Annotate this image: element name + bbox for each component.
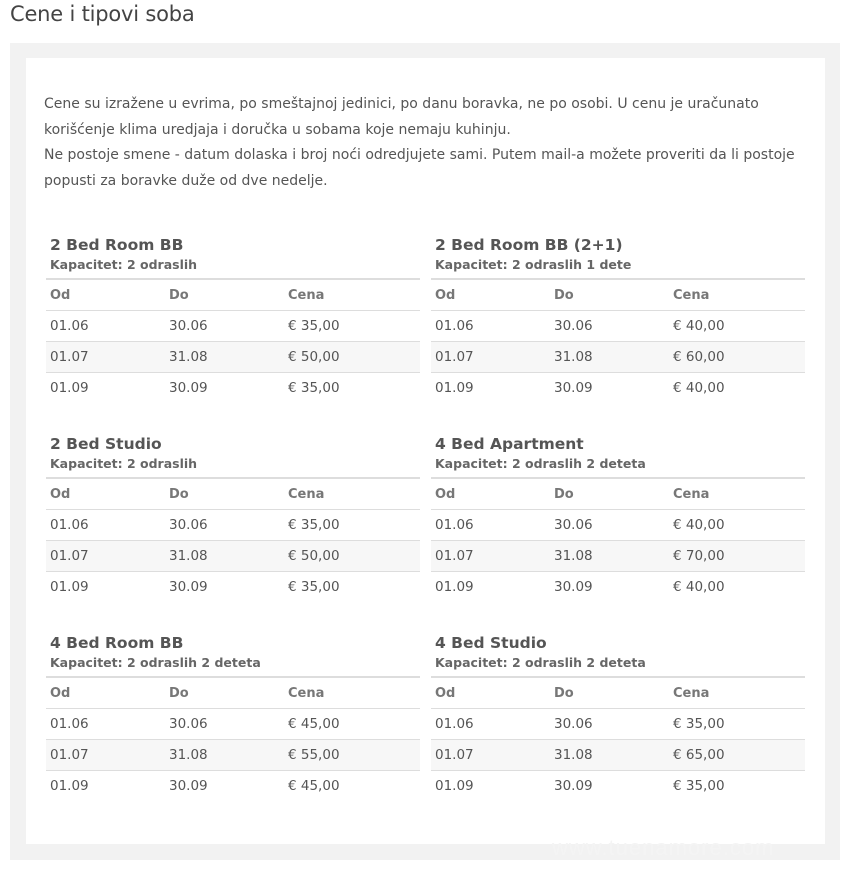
col-header-price: Cena <box>669 279 805 311</box>
col-header-from: Od <box>46 677 165 709</box>
col-header-price: Cena <box>284 677 420 709</box>
table-row <box>431 541 805 572</box>
date-to: 31.08 <box>165 541 284 572</box>
room-name: 2 Bed Room BB (2+1) <box>435 236 623 254</box>
date-to: 30.06 <box>165 709 284 740</box>
room-name: 4 Bed Apartment <box>435 435 584 453</box>
price-table <box>431 676 805 801</box>
col-header-from: Od <box>46 279 165 311</box>
watermark: www.tuenamore.com <box>552 835 775 860</box>
price: € 55,00 <box>284 740 420 771</box>
room-capacity: Kapacitet: 2 odraslih 2 deteta <box>435 655 646 670</box>
date-to: 30.09 <box>169 380 208 396</box>
price: € 35,00 <box>284 510 420 541</box>
price: € 65,00 <box>669 740 805 771</box>
col-header-price: Cena <box>669 478 805 510</box>
date-from: 01.09 <box>435 579 474 595</box>
price: € 35,00 <box>288 380 340 396</box>
date-from: 01.06 <box>46 311 165 342</box>
room-name: 2 Bed Room BB <box>50 236 184 254</box>
date-from: 01.06 <box>46 709 165 740</box>
price: € 60,00 <box>669 342 805 373</box>
table-row <box>46 342 420 373</box>
table-row <box>46 740 420 771</box>
date-to: 30.09 <box>169 778 208 794</box>
table-row <box>431 373 805 404</box>
price: € 45,00 <box>288 778 340 794</box>
date-from: 01.09 <box>50 778 89 794</box>
date-to: 31.08 <box>550 740 669 771</box>
date-to: 30.09 <box>554 778 593 794</box>
price-table-header <box>431 279 805 311</box>
table-row <box>46 572 420 603</box>
table-row <box>431 342 805 373</box>
col-header-to: Do <box>165 677 284 709</box>
date-to: 30.06 <box>550 510 669 541</box>
table-row <box>431 709 805 740</box>
price: € 35,00 <box>669 709 805 740</box>
price: € 50,00 <box>284 541 420 572</box>
room-name: 4 Bed Room BB <box>50 634 184 652</box>
room-capacity: Kapacitet: 2 odraslih <box>50 456 198 471</box>
table-row <box>46 771 420 802</box>
date-to: 30.06 <box>550 311 669 342</box>
price-table-header <box>46 279 420 311</box>
table-row <box>46 709 420 740</box>
date-from: 01.07 <box>46 740 165 771</box>
room-name: 4 Bed Studio <box>435 634 547 652</box>
price-table-header <box>46 677 420 709</box>
col-header-price: Cena <box>284 478 420 510</box>
date-to: 30.06 <box>550 709 669 740</box>
table-row <box>431 740 805 771</box>
intro-paragraph-arrival: Ne postoje smene - datum dolaska i broj noći odredjujete sami. Putem mail-a možete proveriti da li postoje popusti za boravke duže od dve nedelje. <box>44 147 795 189</box>
date-from: 01.06 <box>431 709 550 740</box>
room-capacity: Kapacitet: 2 odraslih <box>50 257 198 272</box>
col-header-from: Od <box>431 677 550 709</box>
date-from: 01.06 <box>431 510 550 541</box>
date-from: 01.06 <box>46 510 165 541</box>
col-header-to: Do <box>550 279 669 311</box>
room-capacity: Kapacitet: 2 odraslih 1 dete <box>435 257 632 272</box>
intro-paragraph-pricing: Cene su izražene u evrima, po smeštajnoj jedinici, po danu boravka, ne po osobi. U cenu je uračunato korišćenje klima uredjaja i doručka u sobama koje nemaju kuhinju. <box>44 96 759 138</box>
room-card-2-bed-room-bb-2-1 <box>431 234 805 403</box>
price: € 70,00 <box>669 541 805 572</box>
room-card-2-bed-room-bb <box>46 234 420 403</box>
table-row <box>431 572 805 603</box>
room-card-4-bed-studio <box>431 632 805 801</box>
price: € 35,00 <box>288 579 340 595</box>
col-header-price: Cena <box>669 677 805 709</box>
price: € 35,00 <box>284 311 420 342</box>
table-row <box>431 311 805 342</box>
col-header-to: Do <box>165 478 284 510</box>
intro-text <box>44 92 804 194</box>
date-to: 30.09 <box>554 579 593 595</box>
date-from: 01.09 <box>435 380 474 396</box>
date-to: 30.06 <box>165 311 284 342</box>
table-row <box>46 541 420 572</box>
date-from: 01.09 <box>435 778 474 794</box>
date-to: 30.06 <box>165 510 284 541</box>
date-from: 01.07 <box>431 342 550 373</box>
table-row <box>431 771 805 802</box>
price-table <box>46 278 420 403</box>
date-from: 01.06 <box>431 311 550 342</box>
price-table-header <box>431 677 805 709</box>
date-to: 31.08 <box>550 541 669 572</box>
price: € 45,00 <box>284 709 420 740</box>
price-table <box>46 477 420 602</box>
room-card-4-bed-room-bb <box>46 632 420 801</box>
col-header-to: Do <box>165 279 284 311</box>
date-to: 31.08 <box>165 342 284 373</box>
col-header-from: Od <box>46 478 165 510</box>
price: € 40,00 <box>669 311 805 342</box>
page-title: Cene i tipovi soba <box>10 2 195 26</box>
price-table <box>431 477 805 602</box>
price: € 35,00 <box>673 778 725 794</box>
price-table-header <box>46 478 420 510</box>
date-to: 31.08 <box>165 740 284 771</box>
col-header-from: Od <box>431 279 550 311</box>
room-card-4-bed-apartment <box>431 433 805 602</box>
date-from: 01.07 <box>46 342 165 373</box>
price: € 40,00 <box>673 380 725 396</box>
price: € 40,00 <box>673 579 725 595</box>
date-to: 31.08 <box>550 342 669 373</box>
table-row <box>46 311 420 342</box>
date-from: 01.07 <box>431 541 550 572</box>
room-capacity: Kapacitet: 2 odraslih 2 deteta <box>435 456 646 471</box>
price-table <box>46 676 420 801</box>
date-to: 30.09 <box>169 579 208 595</box>
col-header-to: Do <box>550 478 669 510</box>
room-name: 2 Bed Studio <box>50 435 162 453</box>
date-from: 01.09 <box>50 579 89 595</box>
table-row <box>431 510 805 541</box>
date-from: 01.07 <box>431 740 550 771</box>
price-table-header <box>431 478 805 510</box>
date-from: 01.09 <box>50 380 89 396</box>
col-header-price: Cena <box>284 279 420 311</box>
price: € 40,00 <box>669 510 805 541</box>
date-to: 30.09 <box>554 380 593 396</box>
price-table <box>431 278 805 403</box>
price: € 50,00 <box>284 342 420 373</box>
room-card-2-bed-studio <box>46 433 420 602</box>
col-header-from: Od <box>431 478 550 510</box>
table-row <box>46 373 420 404</box>
col-header-to: Do <box>550 677 669 709</box>
room-capacity: Kapacitet: 2 odraslih 2 deteta <box>50 655 261 670</box>
date-from: 01.07 <box>46 541 165 572</box>
table-row <box>46 510 420 541</box>
